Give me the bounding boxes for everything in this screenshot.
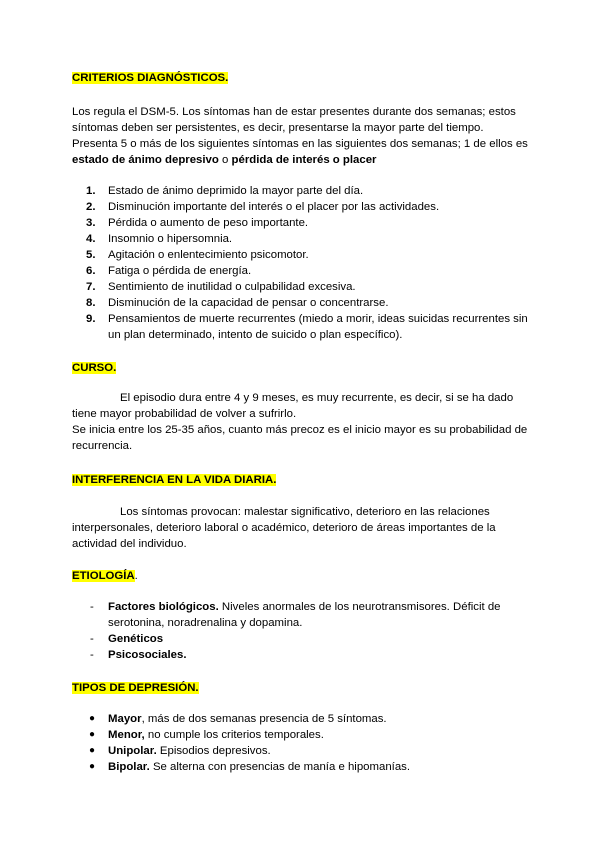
etiologia-list xyxy=(72,599,528,663)
list-item: 6. Fatiga o pérdida de energía. xyxy=(86,265,252,277)
curso-paragraph-1: El episodio dura entre 4 y 9 meses, es muy recurrente, es decir, si se ha dado tiene mayor probabilidad de volver a sufrirlo. xyxy=(72,392,514,420)
criterios-intro: Los regula el DSM-5. Los síntomas han de estar presentes durante dos semanas; estos síntomas deben ser persistentes, es decir, presentarse la mayor parte del tiempo. Presenta 5 o más de los siguientes síntomas en las siguientes dos semanas; 1 de ellos es estado de ánimo depresivo o pérdida de interés o placer xyxy=(72,106,528,166)
list-item: ● Bipolar. Se alterna con presencias de manía e hipomanías. xyxy=(89,761,411,773)
list-item: 9. Pensamientos de muerte recurrentes (miedo a morir, ideas suicidas recurrentes sin un plan determinado, intento de suicido o plan específico). xyxy=(86,313,528,341)
curso-paragraph-2: Se inicia entre los 25-35 años, cuanto más precoz es el inicio mayor es su probabilidad de recurrencia. xyxy=(72,424,528,452)
list-item: 2. Disminución importante del interés o el placer por las actividades. xyxy=(86,201,440,213)
bullet-icon: ● xyxy=(89,729,96,740)
list-item: - Psicosociales. xyxy=(90,649,187,661)
criterios-list xyxy=(72,183,528,343)
bullet-icon: ● xyxy=(89,745,96,756)
bullet-icon: ● xyxy=(89,713,96,724)
criterios-heading: CRITERIOS DIAGNÓSTICOS. xyxy=(72,72,229,84)
interferencia-heading: INTERFERENCIA EN LA VIDA DIARIA. xyxy=(72,474,277,486)
list-item: ● Mayor, más de dos semanas presencia de 5 síntomas. xyxy=(89,713,387,725)
list-item: 1. Estado de ánimo deprimido la mayor parte del día. xyxy=(86,185,364,197)
bullet-icon: ● xyxy=(89,761,96,772)
etiologia-heading: ETIOLOGÍA. xyxy=(72,570,138,582)
list-item: 7. Sentimiento de inutilidad o culpabilidad excesiva. xyxy=(86,281,356,293)
list-item: ● Menor, no cumple los criterios temporales. xyxy=(89,729,324,741)
curso-heading: CURSO. xyxy=(72,362,117,374)
list-item: 5. Agitación o enlentecimiento psicomotor. xyxy=(86,249,309,261)
tipos-list xyxy=(72,711,528,775)
tipos-heading: TIPOS DE DEPRESIÓN. xyxy=(72,682,199,694)
list-item: 4. Insomnio o hipersomnia. xyxy=(86,233,233,245)
interferencia-paragraph: Los síntomas provocan: malestar significativo, deterioro en las relaciones interpersonales, deterioro laboral o académico, deterioro de áreas importantes de la actividad del individuo. xyxy=(72,506,496,550)
list-item: ● Unipolar. Episodios depresivos. xyxy=(89,745,271,757)
list-item: - Factores biológicos. Niveles anormales de los neurotransmisores. Déficit de serotonina, noradrenalina y dopamina. xyxy=(90,601,501,629)
list-item: 8. Disminución de la capacidad de pensar o concentrarse. xyxy=(86,297,389,309)
list-item: - Genéticos xyxy=(90,633,164,645)
list-item: 3. Pérdida o aumento de peso importante. xyxy=(86,217,309,229)
